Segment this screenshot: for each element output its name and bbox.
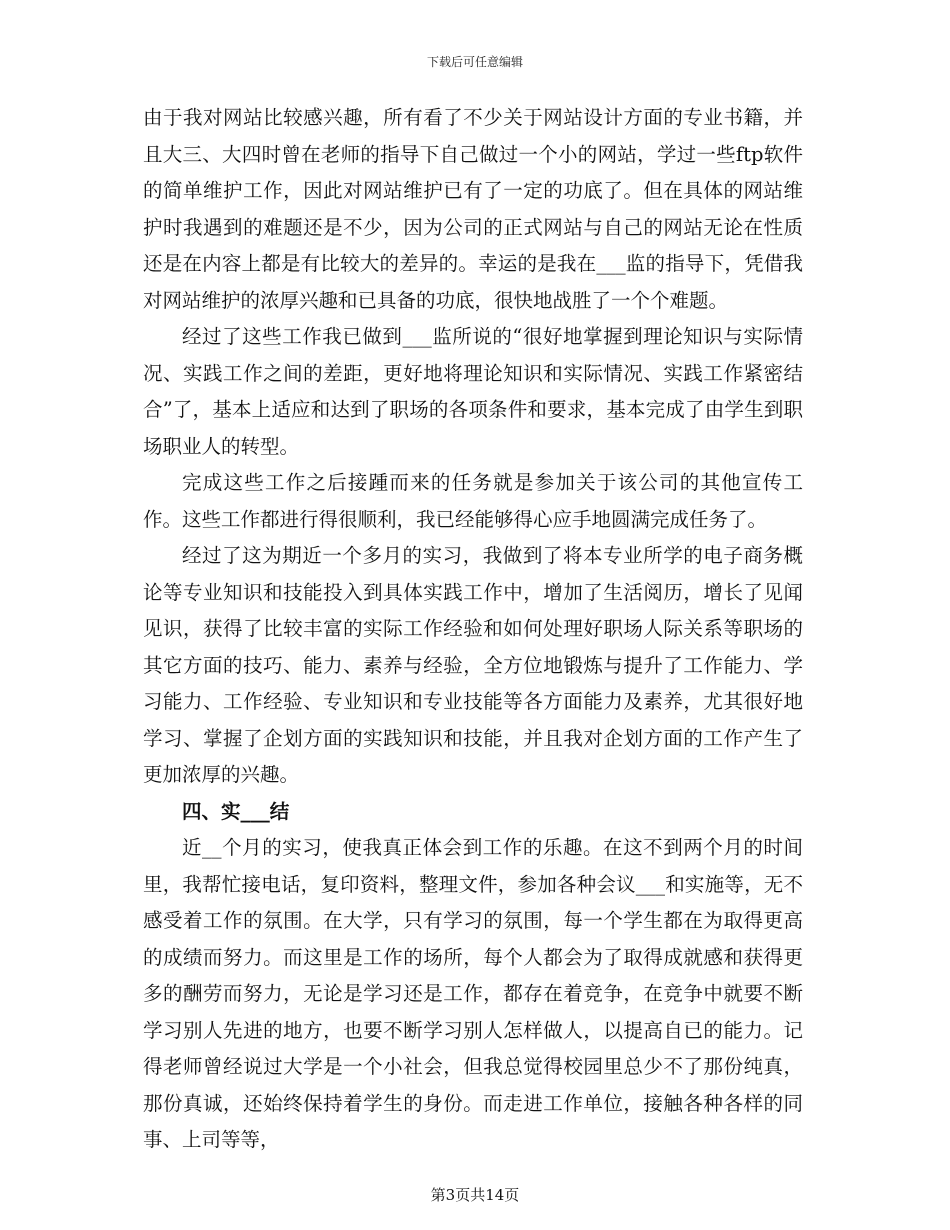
page-number: 第3页共14页	[430, 1186, 520, 1204]
paragraph-summary: 近__个月的实习，使我真正体会到工作的乐趣。在这不到两个月的时间里，我帮忙接电话，复印资料，整理文件，参加各种会议___和实施等，无不感受着工作的氛围。在大学，只有学习的氛围，每一个学生都在为取得更高的成绩而努力。而这里是工作的场所，每个人都会为了取得成就感和获得更多的酬劳而努力，无论是学习还是工作，都存在着竞争，在竞争中就要不断学习别人先进的地方，也要不断学习别人怎样做人，以提高自已的能力。记得老师曾经说过大学是一个小社会，但我总觉得校园里总少不了那份纯真，那份真诚，还始终保持着学生的身份。而走进工作单位，接触各种各样的同事、上司等等，	[143, 836, 803, 1151]
document-body	[143, 100, 803, 1159]
paragraph-website-maintenance: 由于我对网站比较感兴趣，所有看了不少关于网站设计方面的专业书籍，并且大三、大四时曾在老师的指导下自己做过一个小的网站，学过一些ftp软件的简单维护工作，因此对网站维护已有了一定的功底了。但在具体的网站维护时我遇到的难题还是不少，因为公司的正式网站与自己的网站无论在性质还是在内容上都是有比较大的差异的。幸运的是我在___监的指导下，凭借我对网站维护的浓厚兴趣和已具备的功底，很快地战胜了一个个难题。	[143, 106, 803, 312]
paragraph-theory-practice: 经过了这些工作我已做到___监所说的“很好地掌握到理论知识与实际情况、实践工作之间的差距，更好地将理论知识和实际情况、实践工作紧密结合”了，基本上适应和达到了职场的各项条件和要求，基本完成了由学生到职场职业人的转型。	[143, 325, 803, 458]
section-heading-summary: 四、实___结	[182, 799, 290, 823]
paragraph-promotion-work: 完成这些工作之后接踵而来的任务就是参加关于该公司的其他宣传工作。这些工作都进行得很顺利，我已经能够得心应手地圆满完成任务了。	[143, 471, 803, 531]
paragraph-internship-gains: 经过了这为期近一个多月的实习，我做到了将本专业所学的电子商务概论等专业知识和技能投入到具体实践工作中，增加了生活阅历，增长了见闻见识，获得了比较丰富的实际工作经验和如何处理好职场人际关系等职场的其它方面的技巧、能力、素养与经验，全方位地锻炼与提升了工作能力、学习能力、工作经验、专业知识和专业技能等各方面能力及素养，尤其很好地学习、掌握了企划方面的实践知识和技能，并且我对企划方面的工作产生了更加浓厚的兴趣。	[143, 544, 803, 786]
page-header: 下载后可任意编辑	[426, 55, 523, 69]
